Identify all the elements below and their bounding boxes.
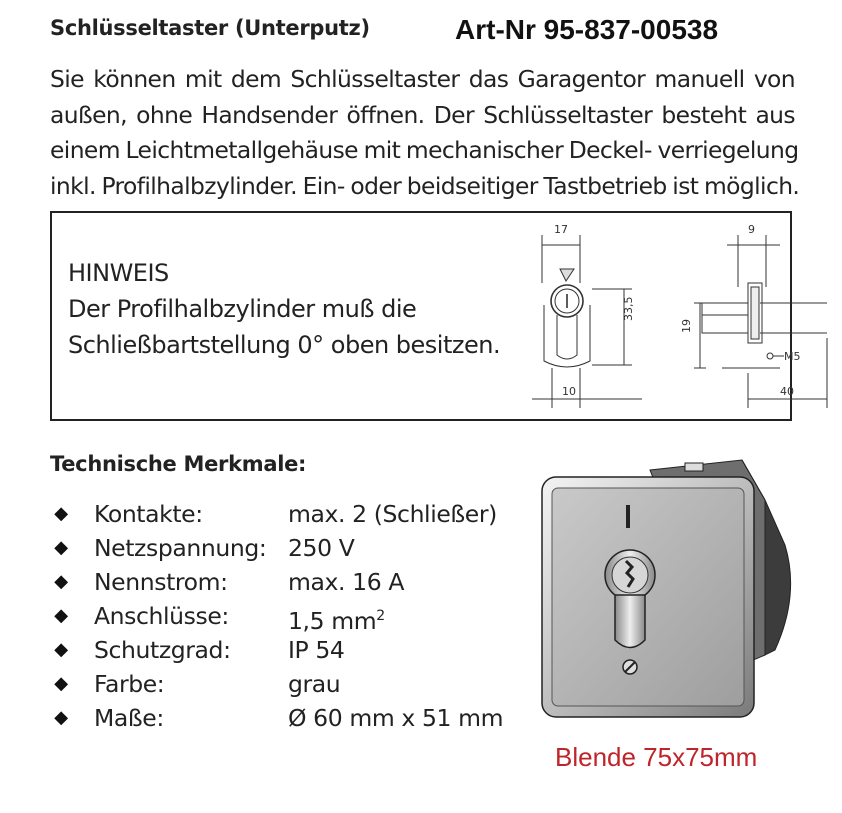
intro-paragraph bbox=[50, 62, 800, 204]
notice-text bbox=[68, 255, 500, 363]
intro-line: einem Leichtmetallgehäuse mit mechanischer Deckel- verriegelung bbox=[50, 136, 799, 164]
dim-label: 40 bbox=[780, 385, 794, 398]
notice-box bbox=[50, 211, 801, 421]
feature-value: max. 16 A bbox=[288, 568, 404, 596]
diamond-bullet-icon: ◆ bbox=[54, 605, 68, 626]
intro-line: Sie können mit dem Schlüsseltaster das Garagentor manuell von bbox=[50, 65, 795, 93]
feature-value: Ø 60 mm x 51 mm bbox=[288, 704, 504, 732]
cylinder-dimension-drawing bbox=[522, 223, 801, 411]
feature-label: Farbe: bbox=[94, 670, 165, 698]
feature-label: Nennstrom: bbox=[94, 568, 228, 596]
superscript: 2 bbox=[376, 608, 385, 624]
diamond-bullet-icon: ◆ bbox=[54, 503, 68, 524]
dim-label: 33,5 bbox=[622, 296, 635, 321]
notice-heading: HINWEIS bbox=[68, 259, 169, 287]
dim-label: 17 bbox=[554, 223, 568, 236]
technical-heading: Technische Merkmale: bbox=[50, 452, 307, 476]
diamond-bullet-icon: ◆ bbox=[54, 673, 68, 694]
diamond-bullet-icon: ◆ bbox=[54, 639, 68, 660]
notice-line: Der Profilhalbzylinder muß die bbox=[68, 295, 417, 323]
feature-label: Schutzgrad: bbox=[94, 636, 231, 664]
dim-label: M5 bbox=[784, 350, 801, 363]
product-caption: Blende 75x75mm bbox=[555, 742, 758, 772]
product-title: Schlüsseltaster (Unterputz) bbox=[50, 16, 370, 40]
intro-line: außen, ohne Handsender öffnen. Der Schlüsseltaster besteht aus bbox=[50, 100, 795, 129]
article-number: Art-Nr 95-837-00538 bbox=[455, 14, 719, 45]
feature-value: grau bbox=[288, 670, 341, 698]
dim-label: 19 bbox=[680, 319, 693, 333]
feature-label: Anschlüsse: bbox=[94, 602, 229, 630]
diamond-bullet-icon: ◆ bbox=[54, 571, 68, 592]
feature-value: IP 54 bbox=[288, 636, 345, 664]
feature-value-text: 1,5 mm bbox=[288, 607, 377, 635]
intro-line: inkl. Profilhalbzylinder. Ein- oder beidseitiger Tastbetrieb ist möglich. bbox=[50, 171, 800, 200]
feature-label: Netzspannung: bbox=[94, 534, 267, 562]
notice-line: Schließbartstellung 0° oben besitzen. bbox=[68, 331, 501, 359]
feature-value: 250 V bbox=[288, 534, 355, 562]
diamond-bullet-icon: ◆ bbox=[54, 537, 68, 558]
feature-label: Maße: bbox=[94, 704, 164, 732]
dim-label: 10 bbox=[562, 385, 576, 398]
key-switch-photo bbox=[530, 455, 805, 730]
diamond-bullet-icon: ◆ bbox=[54, 707, 68, 728]
dim-label: 9 bbox=[748, 223, 755, 236]
feature-value: max. 2 (Schließer) bbox=[288, 500, 497, 528]
feature-label: Kontakte: bbox=[94, 500, 203, 528]
